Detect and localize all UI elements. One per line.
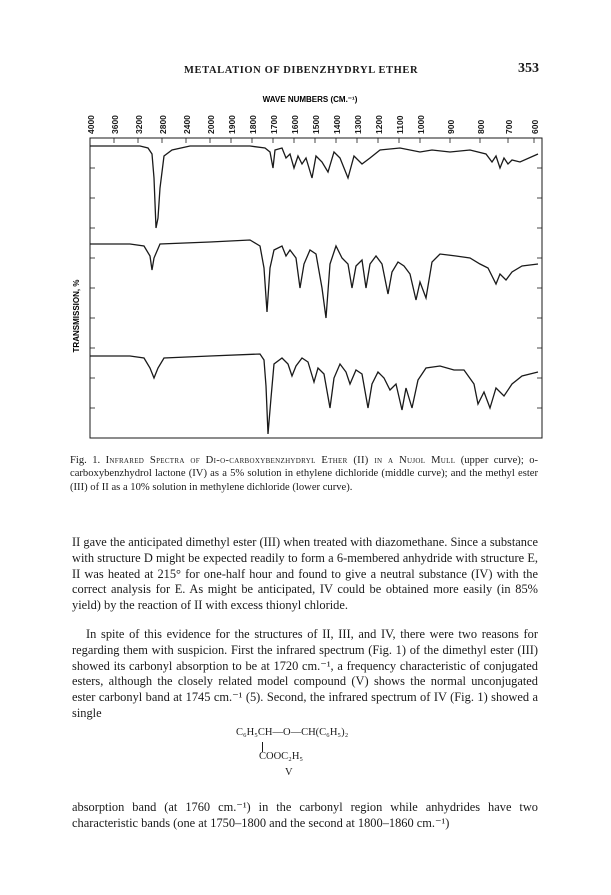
caption-text: (upper curve); o-carboxybenzhydrol lactone (IV) as a 5% solution in ethylene dichloride (middle curve); and the methyl ester (III) of II as a 10% solution in methylene dichloride (lower curve).: [70, 455, 539, 493]
structure-line-1: C₆H₅CH—O—CH(C₆H₅)₂: [236, 727, 349, 738]
tick-label: 1000: [416, 115, 426, 134]
y-axis-label: TRANSMISSION, %: [72, 279, 81, 353]
tick-label: 1800: [248, 115, 258, 134]
body-paragraph-1: II gave the anticipated dimethyl ester (III) when treated with diazomethane. Since a substance with structure D might be expected readily to form a 6-membered anhydride with structure E, II was heated at 215° for one-half hour and found to give a neutral substance (IV) with the correct analysis for E. As might be anticipated, IV could be obtained more easily (in 85% yield) by the reaction of II with excess thionyl chloride.: [72, 535, 538, 613]
tick-label: 600: [530, 119, 540, 134]
tick-label: 2800: [158, 115, 168, 134]
tick-label: 4000: [86, 115, 96, 134]
top-axis-ticks: [90, 138, 534, 143]
tick-label: 1500: [311, 115, 321, 134]
tick-label: 800: [476, 119, 486, 134]
ir-spectra-figure: [60, 88, 560, 448]
tick-label: 1300: [353, 115, 363, 134]
structure-v: [0, 727, 611, 785]
body-paragraph-3: absorption band (at 1760 cm.⁻¹) in the carbonyl region while anhydrides have two characteristic bands (one at 1750–1800 and the second at 1800–1860 cm.⁻¹): [72, 800, 538, 830]
spectrum-middle-curve: [90, 240, 538, 318]
page-header: [0, 61, 611, 79]
caption-figure-label: Fig. 1.: [70, 455, 106, 466]
tick-label: 3200: [134, 115, 144, 134]
tick-label: 900: [446, 119, 456, 134]
page-number: 353: [518, 61, 539, 76]
spectrum-lower-curve: [90, 354, 538, 434]
plot-frame: [90, 138, 542, 438]
running-title: METALATION OF DIBENZHYDRYL ETHER: [184, 65, 419, 76]
tick-label: 1700: [269, 115, 279, 134]
tick-label: 700: [504, 119, 514, 134]
tick-label: 2400: [182, 115, 192, 134]
tick-labels: [86, 115, 540, 134]
tick-label: 3600: [110, 115, 120, 134]
ir-spectra-plot: [60, 88, 560, 448]
spectrum-upper-curve: [90, 146, 538, 228]
structure-line-2: COOC₂H₅: [259, 751, 304, 762]
tick-label: 1400: [332, 115, 342, 134]
tick-label: 1900: [227, 115, 237, 134]
tick-label: 2000: [206, 115, 216, 134]
body-paragraph-2: In spite of this evidence for the structures of II, III, and IV, there were two reasons for regarding them with suspicion. First the infrared spectrum (Fig. 1) of the dimethyl ester (III) showed its carbonyl absorption to be at 1720 cm.⁻¹, a frequency characteristic of conjugated esters, although the closely related model compound (V) shows the normal unconjugated ester carbonyl band at 1745 cm.⁻¹ (5). Second, the infrared spectrum of IV (Fig. 1) showed a single: [72, 627, 538, 720]
top-axis-title: WAVE NUMBERS (CM.⁻¹): [262, 95, 358, 104]
tick-label: 1100: [395, 115, 405, 134]
figure-caption: [70, 454, 538, 494]
tick-label: 1200: [374, 115, 384, 134]
tick-label: 1600: [290, 115, 300, 134]
structure-label: V: [285, 767, 293, 778]
side-ticks: [90, 168, 542, 408]
caption-title: Infrared Spectra of Di-o-carboxybenzhydryl Ether (II) in a Nujol Mull: [105, 455, 456, 466]
